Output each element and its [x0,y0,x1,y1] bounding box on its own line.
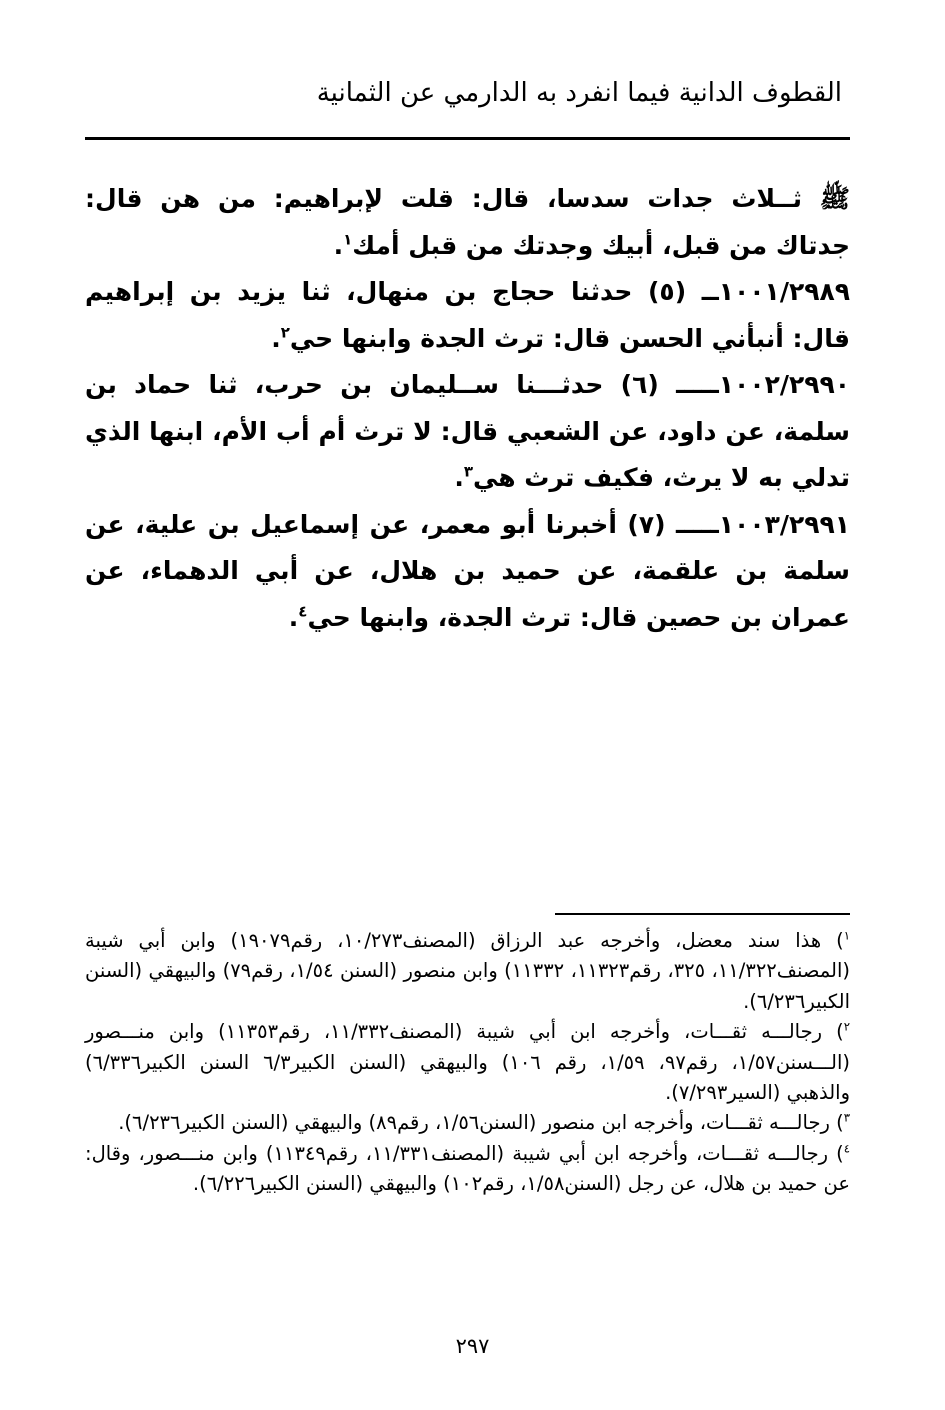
paragraph-1 [85,176,850,269]
footnote-3-marker: ٣ [843,1110,850,1125]
footnote-4-text: ) رجالـــه ثقـــات، وأخرجه ابن أبي شيبة (المصنف١١/٣٣١، رقم١١٣٤٩) وابن منـــصور، وقال: عن حميد بن هلال، عن رجل (السنن١/٥٨، رقم١٠٢) والبيهقي (السنن الكبير٦/٢٢٦). [85,1141,850,1196]
footnote-3-text: ) رجالـــه ثقـــات، وأخرجه ابن منصور (السنن١/٥٦، رقم٨٩) والبيهقي (السنن الكبير٦/٢٣٦). [118,1111,844,1135]
footnote-separator [555,913,850,915]
main-text [85,176,850,641]
paragraph-2-end: . [271,323,281,353]
header-rule [85,137,850,140]
footnote-ref-2: ٢ [280,323,290,342]
footnote-1 [85,926,850,1017]
footnote-2-marker: ٢ [843,1019,850,1034]
paragraph-2 [85,269,850,362]
footnote-2 [85,1017,850,1108]
footnotes [85,926,850,1200]
paragraph-2-text: ١٠٠١/٢٩٨٩ــ (٥) حدثنا حجاج بن منهال، ثنا يزيد بن إبراهيم قال: أنبأني الحسن قال: ترث الجدة وابنها حي [85,277,850,353]
paragraph-3-end: . [454,463,464,492]
footnote-ref-1: ١ [343,230,353,249]
footnote-4 [85,1139,850,1200]
paragraph-4-end: . [288,602,299,632]
paragraph-4-text: ١٠٠٣/٢٩٩١ـــــ (٧) أخبرنا أبو معمر، عن إسماعيل بن علية، عن سلمة بن علقمة، عن حميد بن هلال، عن أبي الدهماء، عن عمران بن حصين قال: ترث الجدة، وابنها حي [85,509,850,632]
footnote-1-text: ) هذا سند معضل، وأخرجه عبد الرزاق (المصنف١٠/٢٧٣، رقم١٩٠٧٩) وابن أبي شيبة (المصنف١١/٣٢٢، ٣٢٥، رقم١١٣٢٣، ١١٣٣٢) وابن منصور (السنن ١/٥٤، رقم٧٩) والبيهقي (السنن الكبير٦/٢٣٦). [85,929,851,1013]
footnote-ref-4: ٤ [298,602,308,621]
footnote-2-text: ) رجالـــه ثقـــات، وأخرجه ابن أبي شيبة (المصنف١١/٣٣٢، رقم١١٣٥٣) وابن منـــصور (الـــسنن١/٥٧، رقم٩٧، ١/٥٩، رقم ١٠٦) والبيهقي (السنن الكبير٦/٣ السنن الكبير٦/٣٣٦) والذهبي (السير٧/٢٩٣). [85,1020,850,1105]
footnote-1-marker: ١ [843,928,850,943]
footnote-3 [85,1108,850,1138]
paragraph-1-text: ﷺ ثــلاث جدات سدسا، قال: قلت لإبراهيم: من هن قال: جدتاك من قبل، أبيك وجدتك من قبل أمك [85,184,850,260]
paragraph-1-end: . [333,230,344,260]
paragraph-3-text: ١٠٠٢/٢٩٩٠ـــــ (٦) حدثـــنا ســليمان بن حرب، ثنا حماد بن سلمة، عن داود، عن الشعبي قال: لا ترث أم أب الأم، ابنها الذي تدلي به لا يرث، فكيف ترث هي [85,370,850,492]
footnote-4-marker: ٤ [843,1141,851,1156]
page-number: ٢٩٧ [455,1334,490,1358]
paragraph-4 [85,502,850,642]
paragraph-3 [85,362,850,502]
running-title: القطوف الدانية فيما انفرد به الدارمي عن الثمانية [316,78,842,108]
footnote-ref-3: ٣ [463,462,473,481]
